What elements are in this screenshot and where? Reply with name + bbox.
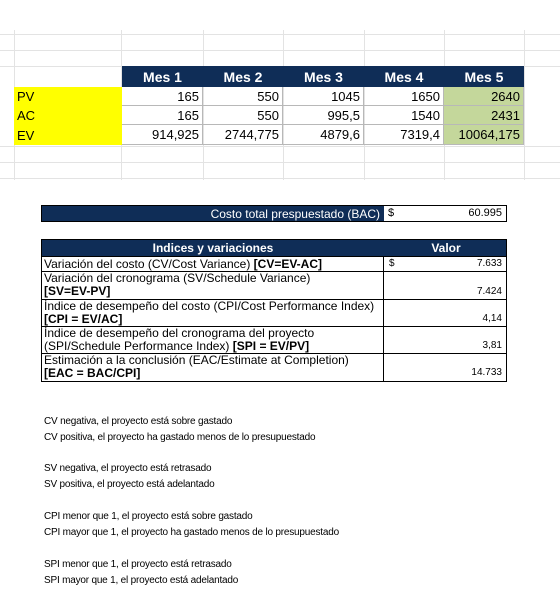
note-sv-positive: SV positiva, el proyecto está adelantado [44,479,215,490]
index-row-cpi[interactable] [42,299,506,326]
header-month-3[interactable]: Mes 3 [283,66,364,87]
cpi-formula: [CPI = EV/AC] [44,312,123,326]
cv-currency: $ [389,258,395,269]
pv-month-3[interactable]: 1045 [283,87,364,106]
cv-description: Variación del costo (CV/Cost Variance) [44,257,254,271]
ac-month-3[interactable]: 995,5 [283,106,364,125]
ev-month-4[interactable]: 7319,4 [364,125,444,145]
bac-row [41,205,507,222]
bac-value[interactable]: 60.995 [468,207,502,219]
ac-month-5[interactable]: 2431 [444,106,524,125]
header-month-2[interactable]: Mes 2 [203,66,283,87]
indices-header-label[interactable]: Indices y variaciones [152,241,274,255]
ev-month-5[interactable]: 10064,175 [444,125,524,145]
indices-header [42,240,506,256]
index-row-spi[interactable] [42,326,506,353]
row-label-ac[interactable]: AC [14,106,122,125]
note-cpi-above-one: CPI mayor que 1, el proyecto ha gastado menos de lo presupuestado [44,527,339,538]
ev-month-3[interactable]: 4879,6 [283,125,364,145]
note-spi-below-one: SPI menor que 1, el proyecto está retrasado [44,559,232,570]
cv-value[interactable]: 7.633 [476,258,502,269]
note-sv-negative: SV negativa, el proyecto está retrasado [44,463,212,474]
row-label-ev[interactable]: EV [14,125,122,145]
eac-formula: [EAC = BAC/CPI] [44,366,141,380]
header-month-1[interactable]: Mes 1 [122,66,203,87]
index-row-sv[interactable] [42,271,506,299]
sv-value[interactable]: 7.424 [476,286,502,297]
ac-month-1[interactable]: 165 [122,106,203,125]
index-row-cv[interactable] [42,256,506,271]
note-cv-positive: CV positiva, el proyecto ha gastado menos de lo presupuestado [44,432,316,443]
bac-label[interactable]: Costo total prespuestado (BAC) [42,206,384,221]
cpi-value[interactable]: 4,14 [482,313,502,324]
note-cv-negative: CV negativa, el proyecto está sobre gastado [44,416,233,427]
pv-month-5[interactable]: 2640 [444,87,524,106]
sv-description: Variación del cronograma (SV/Schedule Variance) [44,271,311,285]
bac-currency: $ [388,207,395,219]
pv-month-4[interactable]: 1650 [364,87,444,106]
cpi-description: Índice de desempeño del costo (CPI/Cost Performance Index) [44,299,375,313]
index-row-eac[interactable] [42,353,506,381]
note-spi-above-one: SPI mayor que 1, el proyecto está adelantado [44,575,239,586]
ac-month-2[interactable]: 550 [203,106,283,125]
spi-value[interactable]: 3,81 [482,340,502,351]
pv-month-2[interactable]: 550 [203,87,283,106]
row-label-pv[interactable]: PV [14,87,122,106]
pv-month-1[interactable]: 165 [122,87,203,106]
spi-formula: [SPI = EV/PV] [232,339,310,353]
cv-formula: [CV=EV-AC] [253,257,322,271]
ac-month-4[interactable]: 1540 [364,106,444,125]
note-cpi-below-one: CPI menor que 1, el proyecto está sobre gastado [44,511,253,522]
eac-description: Estimación a la conclusión (EAC/Estimate at Completion) [44,353,349,367]
spi-description: Índice de desempeño del cronograma del proyecto (SPI/Schedule Performance Index) [44,326,315,353]
sv-formula: [SV=EV-PV] [44,284,111,298]
header-month-4[interactable]: Mes 4 [364,66,444,87]
header-month-5[interactable]: Mes 5 [444,66,524,87]
ev-month-2[interactable]: 2744,775 [203,125,283,145]
value-header-label[interactable]: Valor [431,241,461,255]
indices-table [41,239,507,382]
eac-value[interactable]: 14.733 [471,367,502,378]
ev-month-1[interactable]: 914,925 [122,125,203,145]
